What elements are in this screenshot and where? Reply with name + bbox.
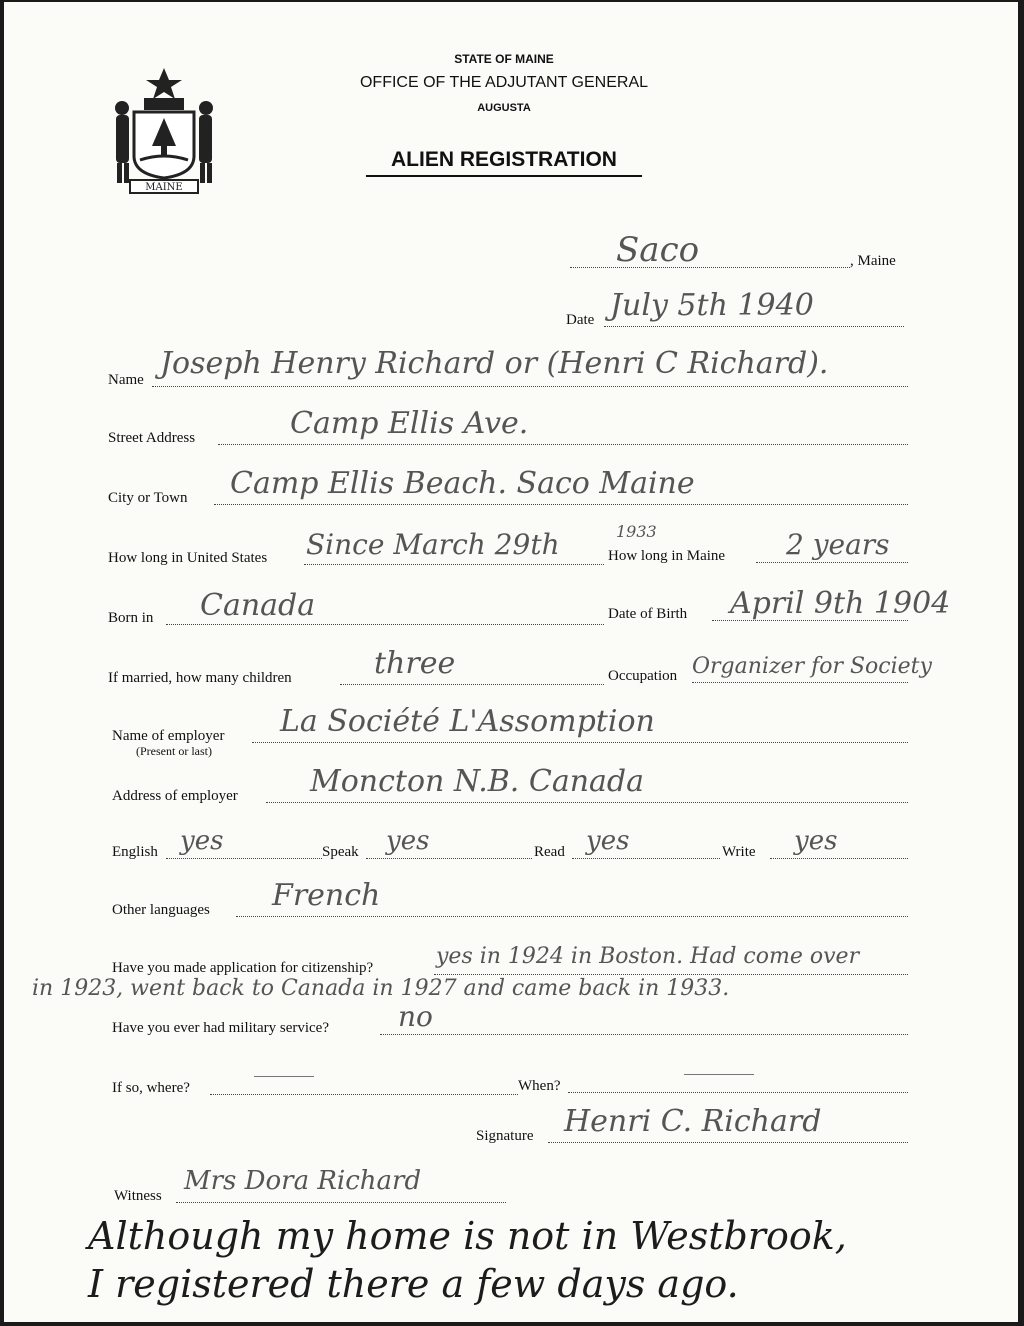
dob-value: April 9th 1904 bbox=[730, 586, 951, 621]
office-heading: OFFICE OF THE ADJUTANT GENERAL bbox=[359, 74, 649, 91]
occupation-value: Organizer for Society bbox=[692, 654, 932, 679]
employer-value: La Société L'Assomption bbox=[280, 704, 655, 739]
where-line bbox=[210, 1094, 518, 1095]
children-value: three bbox=[374, 646, 456, 681]
other-languages-value: French bbox=[272, 878, 381, 913]
street-label: Street Address bbox=[108, 430, 196, 446]
english-value: yes bbox=[180, 826, 224, 856]
street-value: Camp Ellis Ave. bbox=[290, 406, 529, 441]
how-long-us-line bbox=[304, 564, 604, 565]
maine-label: , Maine bbox=[850, 253, 896, 269]
citizenship-line bbox=[434, 974, 908, 975]
occupation-label: Occupation bbox=[608, 668, 678, 684]
born-in-value: Canada bbox=[200, 588, 316, 623]
name-line bbox=[152, 386, 908, 387]
witness-value: Mrs Dora Richard bbox=[184, 1166, 422, 1196]
maine-seal-icon bbox=[108, 64, 220, 194]
citizenship-label: Have you made application for citizenship? bbox=[112, 960, 374, 976]
born-in-line bbox=[166, 624, 604, 625]
city-line bbox=[214, 504, 908, 505]
citizenship-value-1: yes in 1924 in Boston. Had come over bbox=[436, 944, 860, 969]
write-value: yes bbox=[794, 826, 838, 856]
read-line bbox=[572, 858, 720, 859]
employer-address-label: Address of employer bbox=[112, 788, 238, 804]
state-heading: STATE OF MAINE bbox=[454, 52, 554, 66]
military-line bbox=[380, 1034, 908, 1035]
read-label: Read bbox=[534, 844, 565, 860]
registration-form bbox=[4, 2, 1018, 1322]
witness-line bbox=[176, 1202, 506, 1203]
other-languages-label: Other languages bbox=[112, 902, 210, 918]
born-in-label: Born in bbox=[108, 610, 154, 626]
other-languages-line bbox=[236, 916, 908, 917]
city-label: City or Town bbox=[108, 490, 188, 506]
english-label: English bbox=[112, 844, 158, 860]
note-line-2: I registered there a few days ago. bbox=[88, 1262, 739, 1306]
street-line bbox=[218, 444, 908, 445]
date-label: Date bbox=[566, 312, 595, 328]
signature-line bbox=[548, 1142, 908, 1143]
name-label: Name bbox=[108, 372, 144, 388]
citizenship-value-2: in 1923, went back to Canada in 1927 and came back in 1933. bbox=[32, 976, 730, 1001]
page-title: ALIEN REGISTRATION bbox=[391, 148, 617, 171]
write-label: Write bbox=[722, 844, 756, 860]
children-line bbox=[340, 684, 604, 685]
when-line bbox=[568, 1092, 908, 1093]
note-line-1: Although my home is not in Westbrook, bbox=[88, 1214, 847, 1258]
employer-note: (Present or last) bbox=[136, 744, 212, 758]
read-value: yes bbox=[586, 826, 630, 856]
dob-label: Date of Birth bbox=[608, 606, 688, 622]
when-label: When? bbox=[518, 1078, 561, 1094]
employer-address-value: Moncton N.B. Canada bbox=[310, 764, 644, 799]
employer-address-line bbox=[266, 802, 908, 803]
town-value: Saco bbox=[616, 230, 700, 270]
date-line bbox=[604, 326, 904, 327]
occupation-line bbox=[692, 682, 908, 683]
how-long-maine-value: 2 years bbox=[786, 528, 890, 561]
how-long-maine-label: How long in Maine bbox=[608, 548, 726, 564]
english-line bbox=[166, 858, 322, 859]
when-dash bbox=[684, 1074, 754, 1075]
speak-label: Speak bbox=[322, 844, 359, 860]
witness-label: Witness bbox=[114, 1188, 162, 1204]
how-long-maine-line bbox=[756, 562, 908, 563]
write-line bbox=[770, 858, 908, 859]
how-long-us-value: Since March 29th bbox=[306, 528, 560, 561]
employer-label: Name of employer bbox=[112, 728, 225, 744]
signature-value: Henri C. Richard bbox=[564, 1104, 822, 1139]
military-value: no bbox=[398, 1000, 433, 1033]
city-value: Camp Ellis Beach. Saco Maine bbox=[230, 466, 695, 501]
where-label: If so, where? bbox=[112, 1080, 190, 1096]
date-value: July 5th 1940 bbox=[610, 288, 814, 323]
name-value: Joseph Henry Richard or (Henri C Richard). bbox=[160, 346, 829, 381]
title-underline bbox=[366, 175, 642, 177]
signature-label: Signature bbox=[476, 1128, 534, 1144]
how-long-us-label: How long in United States bbox=[108, 550, 268, 566]
us-year-value: 1933 bbox=[616, 522, 657, 541]
employer-line bbox=[252, 742, 908, 743]
svg-text:MAINE: MAINE bbox=[145, 182, 183, 193]
town-line bbox=[570, 267, 850, 268]
speak-value: yes bbox=[386, 826, 430, 856]
city-heading: AUGUSTA bbox=[477, 102, 531, 114]
children-label: If married, how many children bbox=[108, 670, 292, 686]
military-label: Have you ever had military service? bbox=[112, 1020, 329, 1036]
speak-line bbox=[366, 858, 532, 859]
where-dash bbox=[254, 1076, 314, 1077]
